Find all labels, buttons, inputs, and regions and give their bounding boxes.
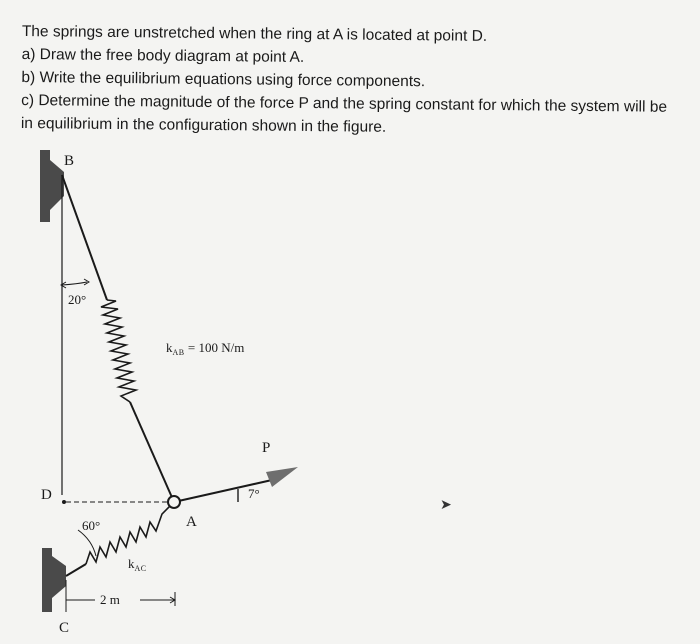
label-b: B — [64, 153, 75, 169]
label-angle-60: 60° — [82, 518, 101, 533]
spring-ab-coil — [101, 300, 136, 402]
label-d: D — [41, 487, 52, 503]
k-ac-symbol: k — [128, 556, 135, 571]
label-a: A — [186, 514, 197, 530]
k-ab-subscript: AB — [172, 348, 185, 357]
problem-part-a: a) Draw the free body diagram at point A. — [21, 45, 305, 66]
wall-support-b — [40, 150, 64, 222]
spring-ac-rod — [66, 564, 86, 576]
wall-support-c — [42, 548, 66, 612]
label-k-ac — [128, 556, 147, 573]
problem-part-c-line2: in equilibrium in the configuration shown in the figure. — [20, 114, 387, 136]
label-p: P — [262, 440, 271, 456]
spring-ab-rod-upper — [62, 175, 107, 300]
label-c: C — [59, 620, 70, 636]
problem-part-b: b) Write the equilibrium equations using force components. — [21, 68, 426, 91]
label-angle-20: 20° — [68, 292, 87, 307]
k-ac-subscript: AC — [134, 564, 147, 573]
label-angle-7: 7° — [248, 486, 260, 501]
k-ab-value: = 100 N/m — [184, 340, 245, 355]
problem-part-c-line1: c) Determine the magnitude of the force P and the spring constant for which the system will be — [21, 91, 668, 116]
spring-ab-rod-lower — [130, 402, 174, 502]
label-k-ab — [166, 340, 244, 357]
problem-intro: The springs are unstretched when the ring at A is located at point D. — [21, 22, 488, 45]
k-ab-symbol: k — [166, 340, 173, 355]
point-d-marker — [62, 500, 66, 504]
label-dimension: 2 m — [100, 592, 120, 607]
ring-a — [168, 496, 180, 508]
mouse-cursor-icon: ➤ — [440, 496, 452, 512]
force-p-arrowhead — [266, 467, 298, 487]
